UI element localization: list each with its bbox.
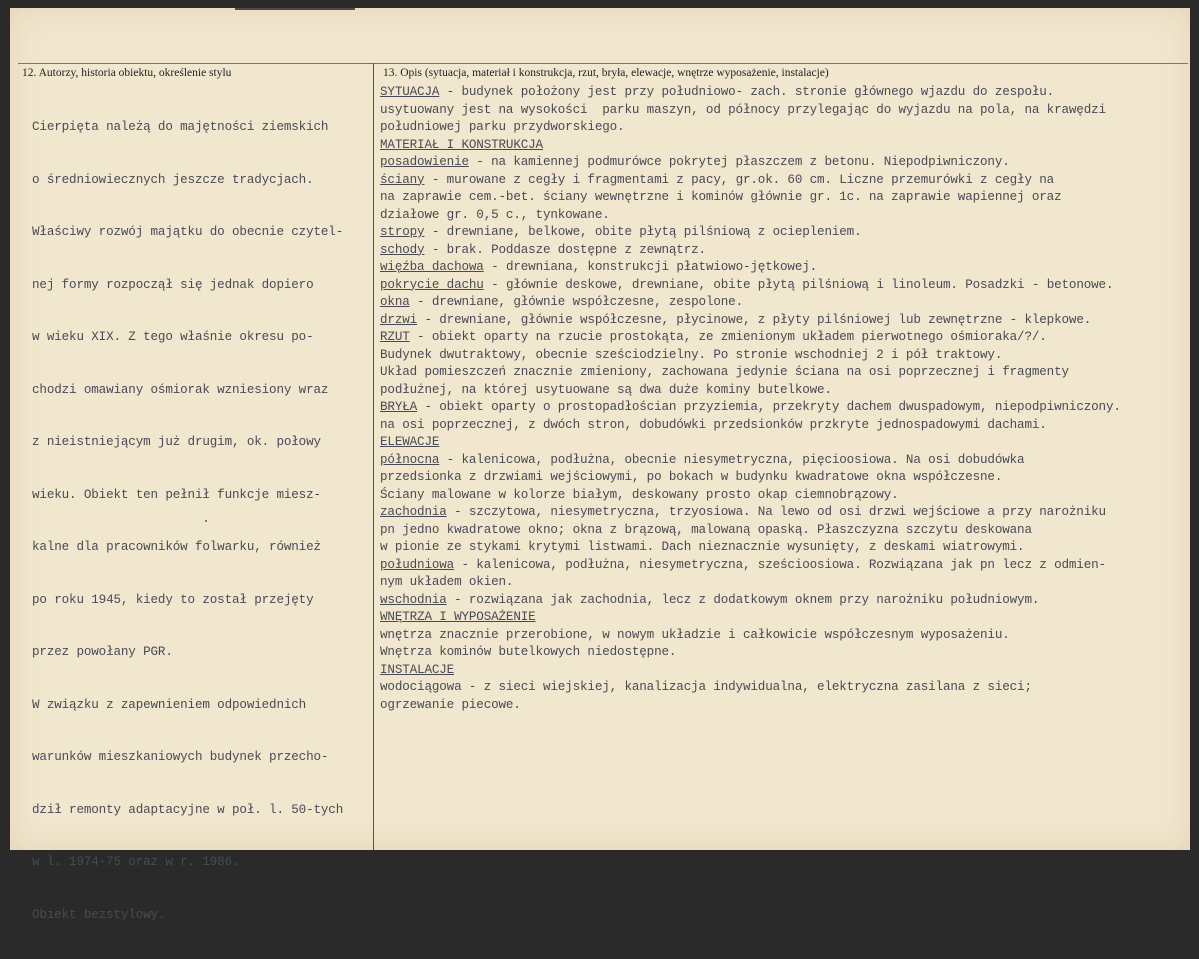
description-line — [380, 574, 1121, 592]
description-line — [380, 364, 1121, 382]
text-line: Właściwy rozwój majątku do obecnie czytel- — [32, 225, 344, 239]
text-line: o średniowiecznych jeszcze tradycjach. — [32, 172, 314, 187]
history-text — [32, 84, 343, 959]
description-line — [380, 469, 1121, 487]
line-text: - murowane z cegły i fragmentami z pacy, gr.ok. 60 cm. Liczne przemurówki z cegły na — [424, 172, 1055, 187]
header-divider — [18, 63, 1188, 64]
line-text: - drewniana, konstrukcji płatwiowo-jętkowej. — [483, 260, 818, 274]
section-heading: południowa — [380, 557, 455, 572]
description-line — [380, 189, 1121, 207]
section-heading: pokrycie dachu — [380, 277, 484, 292]
line-text: usytuowany jest na wysokości parku maszyn, od północy przylegając do wyjazdu na pola, na krawędzi — [380, 102, 1106, 117]
line-text: południowej parku przydworskiego. — [380, 120, 625, 134]
description-line — [380, 119, 1121, 137]
section-heading: posadowienie — [380, 155, 469, 169]
section-13-header: 13. Opis (sytuacja, materiał i konstrukcja, rzut, bryła, elewacje, wnętrze wyposażenie, instalacje) — [383, 67, 829, 79]
line-text: - kalenicowa, podłużna, obecnie niesymetryczna, pięcioosiowa. Na osi dobudówka — [439, 452, 1025, 467]
text-line: W związku z zapewnieniem odpowiednich — [32, 697, 307, 712]
line-text: - drewniane, głównie współczesne, płycinowe, z płyty pilśniowej lub zewnętrzne - klepkowe. — [417, 312, 1092, 327]
section-heading: WNĘTRZA I WYPOSAŻENIE — [380, 610, 536, 624]
line-text: na zaprawie cem.-bet. ściany wewnętrzne i kominów głównie gr. 1c. na zaprawie wapiennej oraz — [380, 190, 1062, 204]
description-line — [380, 207, 1121, 225]
text-line: warunków mieszkaniowych budynek przecho- — [32, 750, 329, 764]
description-line — [380, 242, 1121, 260]
text-line: nej formy rozpoczął się jednak dopiero — [32, 277, 314, 292]
description-line — [380, 522, 1121, 540]
description-line — [380, 224, 1121, 242]
line-text: - rozwiązana jak zachodnia, lecz z dodatkowym oknem przy narożniku południowym. — [446, 592, 1040, 607]
line-text: Wnętrza kominów butelkowych niedostępne. — [380, 645, 677, 659]
description-line — [380, 294, 1121, 312]
description-line — [380, 347, 1121, 365]
line-text: - na kamiennej podmurówce pokrytej płaszczem z betonu. Niepodpiwniczony. — [468, 155, 1010, 169]
description-line — [380, 102, 1121, 120]
line-text: - budynek położony jest przy południowo- zach. stronie głównego wjazdu do zespołu. — [439, 85, 1055, 99]
section-heading: MATERIAŁ I KONSTRUKCJA — [380, 137, 543, 152]
text-line: Cierpięta należą do majętności ziemskich — [32, 120, 329, 134]
top-edge-mark — [235, 8, 355, 10]
line-text: - brak. Poddasze dostępne z zewnątrz. — [424, 242, 706, 257]
description-line — [380, 504, 1121, 522]
line-text: wodociągowa - z sieci wiejskiej, kanalizacja indywidualna, elektryczna zasilana z sieci; — [380, 680, 1032, 694]
section-heading: północna — [380, 452, 440, 467]
line-text: - drewniane, głównie współczesne, zespolone. — [409, 295, 743, 309]
section-heading: ELEWACJE — [380, 435, 440, 449]
section-heading: okna — [380, 295, 410, 309]
text-line: dził remonty adaptacyjne w poł. l. 50-tych — [32, 802, 344, 817]
column-divider — [373, 63, 374, 850]
description-line — [380, 137, 1121, 155]
description-line — [380, 592, 1121, 610]
section-heading: RZUT — [380, 330, 410, 344]
text-line: przez powołany PGR. — [32, 645, 173, 659]
line-text: działowe gr. 0,5 c., tynkowane. — [380, 207, 610, 222]
text-line: wieku. Obiekt ten pełnił funkcje miesz- — [32, 487, 321, 502]
line-text: ogrzewanie piecowe. — [380, 697, 521, 712]
description-line — [380, 452, 1121, 470]
text-line: Obiekt bezstylowy. — [32, 907, 166, 922]
description-line — [380, 487, 1121, 505]
description-line — [380, 172, 1121, 190]
description-line — [380, 259, 1121, 277]
line-text: nym układem okien. — [380, 575, 514, 589]
line-text: wnętrza znacznie przerobione, w nowym układzie i całkowicie współczesnym wyposażeniu. — [380, 627, 1010, 642]
description-line — [380, 154, 1121, 172]
line-text: - szczytowa, niesymetryczna, trzyosiowa. Na lewo od osi drzwi wejściowe a przy narożniku — [446, 505, 1106, 519]
description-line — [380, 417, 1121, 435]
description-line — [380, 434, 1121, 452]
section-heading: ściany — [380, 172, 425, 187]
ink-speck — [205, 520, 207, 522]
line-text: podłużnej, na której usytuowane są dwa duże kominy butelkowe. — [380, 382, 832, 397]
text-line: w l. 1974-75 oraz w r. 1986. — [32, 855, 240, 869]
line-text: Budynek dwutraktowy, obecnie sześciodzielny. Po stronie wschodniej 2 i pół traktowy. — [380, 347, 1003, 362]
line-text: przedsionka z drzwiami wejściowymi, po bokach w budynku kwadratowe okna współczesne. — [380, 470, 1003, 484]
line-text: w pionie ze stykami krytymi listwami. Dach nieznacznie wysunięty, z deskami wiatrowymi. — [380, 540, 1025, 554]
line-text: - obiekt oparty o prostopadłościan przyziemia, przekryty dachem dwuspadowym, niepodpiwniczony. — [417, 400, 1121, 414]
line-text: na osi poprzecznej, z dwóch stron, dobudówki przedsionków przkryte jednospadowymi dachami. — [380, 417, 1047, 432]
description-line — [380, 644, 1121, 662]
line-text: Ściany malowane w kolorze białym, deskowany prosto okap ciemnobrązowy. — [380, 487, 899, 502]
section-heading: INSTALACJE — [380, 662, 455, 677]
section-heading: SYTUACJA — [380, 85, 440, 99]
description-line — [380, 399, 1121, 417]
section-heading: zachodnia — [380, 505, 447, 519]
description-line — [380, 277, 1121, 295]
description-text — [380, 84, 1121, 714]
description-line — [380, 539, 1121, 557]
text-line: w wieku XIX. Z tego właśnie okresu po- — [32, 330, 314, 344]
description-line — [380, 662, 1121, 680]
section-heading: schody — [380, 242, 425, 257]
description-line — [380, 84, 1121, 102]
section-heading: drzwi — [380, 312, 418, 327]
description-line — [380, 557, 1121, 575]
line-text: - obiekt oparty na rzucie prostokąta, ze zmienionym układem pierwotnego ośmioraka/?/. — [409, 330, 1047, 344]
text-line: chodzi omawiany ośmiorak wzniesiony wraz — [32, 382, 329, 397]
line-text: - kalenicowa, podłużna, niesymetryczna, sześcioosiowa. Rozwiązana jak pn lecz z odmien- — [454, 557, 1106, 572]
text-line: kalne dla pracowników folwarku, również — [32, 540, 321, 554]
text-line: po roku 1945, kiedy to został przejęty — [32, 592, 314, 607]
section-heading: stropy — [380, 225, 425, 239]
line-text: Układ pomieszczeń znacznie zmieniony, zachowana jedynie ściana na osi poprzecznej i fragmenty — [380, 365, 1069, 379]
section-12-header: 12. Autorzy, historia obiektu, określenie stylu — [22, 67, 232, 79]
text-line: z nieistniejącym już drugim, ok. połowy — [32, 435, 321, 449]
line-text: - głównie deskowe, drewniane, obite płytą pilśniową i linoleum. Posadzki - betonowe. — [483, 277, 1114, 292]
section-heading: BRYŁA — [380, 400, 418, 414]
section-heading: wschodnia — [380, 592, 447, 607]
description-line — [380, 312, 1121, 330]
line-text: - drewniane, belkowe, obite płytą pilśniową z ociepleniem. — [424, 225, 862, 239]
description-line — [380, 609, 1121, 627]
description-line — [380, 679, 1121, 697]
inventory-card — [10, 8, 1190, 922]
line-text: pn jedno kwadratowe okno; okna z brązową, malowaną opaską. Płaszczyzna szczytu deskowana — [380, 522, 1032, 537]
description-line — [380, 627, 1121, 645]
description-line — [380, 697, 1121, 715]
description-line — [380, 382, 1121, 400]
section-heading: więźba dachowa — [380, 260, 484, 274]
description-line — [380, 329, 1121, 347]
